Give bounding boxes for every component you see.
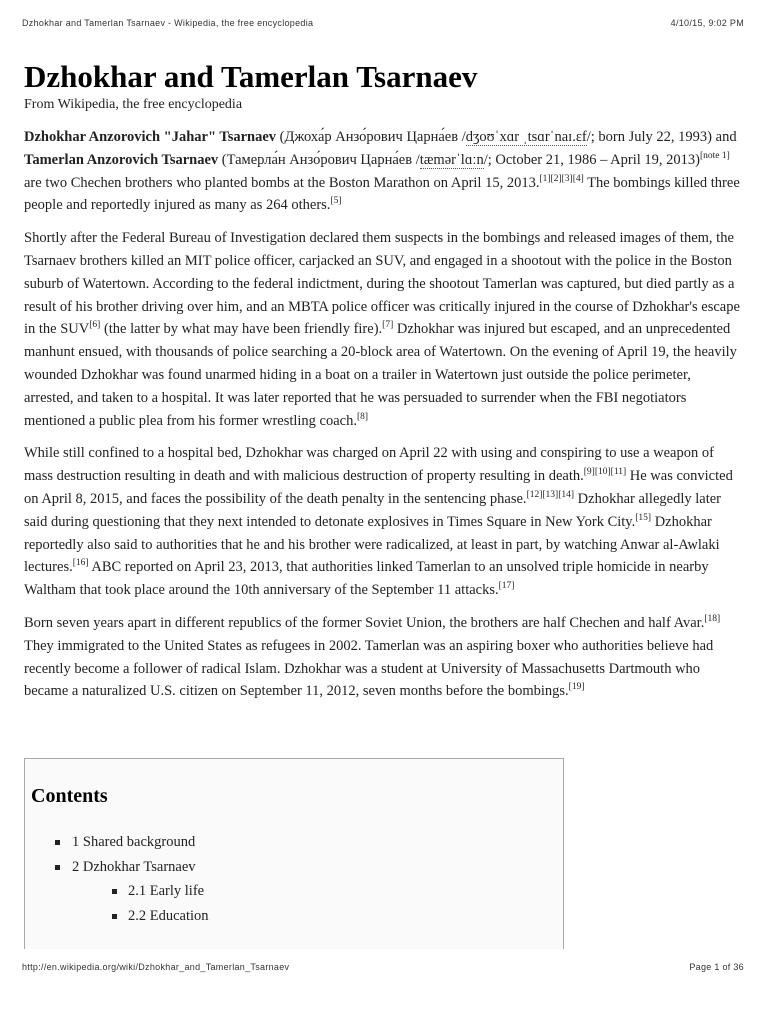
citation-ref[interactable]: [8] bbox=[357, 411, 369, 422]
bullet-icon bbox=[55, 865, 60, 870]
citation-ref[interactable]: [17] bbox=[498, 581, 515, 592]
lead-paragraph-4: Born seven years apart in different republics of the former Soviet Union, the brothers are half Chechen and half Avar.[18] They immigrated to the United States as refugees in 2002. Tamerlan was an aspiring boxer who authorities believe had recently become a follower of radical Islam. Dzhokhar was a student at University of Massachusetts Dartmouth who became a naturalized U.S. citizen on September 11, 2012, seven months before the bombings.[19] bbox=[24, 614, 721, 700]
toc-list bbox=[55, 830, 209, 928]
citation-ref[interactable]: [1][2][3][4] bbox=[539, 173, 584, 184]
ipa-pronunciation-tamerlan[interactable]: tæmərˈlɑːn bbox=[419, 151, 484, 168]
footnote-ref[interactable]: [note 1] bbox=[699, 150, 730, 161]
page-title: Dzhokhar and Tamerlan Tsarnaev bbox=[24, 59, 478, 94]
toc-title: Contents bbox=[31, 785, 108, 807]
bullet-icon bbox=[112, 889, 117, 894]
print-header-title: Dzhokhar and Tamerlan Tsarnaev - Wikipedia, the free encyclopedia bbox=[22, 18, 314, 28]
citation-ref[interactable]: [7] bbox=[382, 320, 394, 331]
toc-item-dzhokhar-tsarnaev[interactable] bbox=[55, 855, 209, 929]
citation-ref[interactable]: [12][13][14] bbox=[526, 490, 575, 501]
page-number: Page 1 of 36 bbox=[689, 962, 744, 972]
citation-ref[interactable]: [9][10][11] bbox=[583, 467, 627, 478]
toc-item-label[interactable]: 2.1 Early life bbox=[128, 883, 205, 899]
toc-item-label[interactable]: 1 Shared background bbox=[72, 834, 196, 850]
table-of-contents bbox=[24, 758, 564, 949]
bullet-icon bbox=[55, 840, 60, 845]
lead-paragraph-3: While still confined to a hospital bed, Dzhokhar was charged on April 22 with using and conspiring to use a weapon of mass destruction resulting in death and with malicious destruction of property resulting in death.[9][10][11] He was convicted on April 8, 2015, and faces the possibility of the death penalty in the sentencing phase.[12][13][14] Dzhokhar allegedly later said during questioning that they next intended to detonate explosives in Times Square in New York City.[15] Dzhokhar reportedly also said to authorities that he and his brother were radicalized, at least in part, by watching Anwar al-Awlaki lectures.[16] ABC reported on April 23, 2013, that authorities linked Tamerlan to an unsolved triple homicide in nearby Waltham that took place around the 10th anniversary of the September 11 attacks.[17] bbox=[24, 445, 733, 599]
citation-ref[interactable]: [6] bbox=[89, 320, 101, 331]
toc-sublist bbox=[72, 879, 209, 928]
toc-item-label[interactable]: 2.2 Education bbox=[128, 907, 209, 924]
print-footer bbox=[22, 962, 744, 976]
print-header-datetime: 4/10/15, 9:02 PM bbox=[670, 18, 744, 28]
citation-ref[interactable]: [5] bbox=[330, 196, 342, 207]
lead-paragraph-2: Shortly after the Federal Bureau of Investigation declared them suspects in the bombings and released images of them, the Tsarnaev brothers killed an MIT police officer, carjacked an SUV, and engaged in a shootout with the police in the Boston suburb of Watertown. According to the federal indictment, during the shootout Tamerlan was captured, but died partly as a result of his brother driving over him, and an MBTA police officer was critically injured in the course of Dzhokhar's escape in the SUV[6] (the latter by what may have been friendly fire).[7] Dzhokhar was injured but escaped, and an unprecedented manhunt ensued, with thousands of police searching a 20-block area of Watertown. On the evening of April 19, the heavily wounded Dzhokhar was found unarmed hiding in a boat on a trailer in Watertown just outside the police perimeter, arrested, and taken to a hospital. It was later reported that he was persuaded to surrender when the FBI negotiators mentioned a public plea from his former wrestling coach.[8] bbox=[24, 230, 740, 429]
site-tagline: From Wikipedia, the free encyclopedia bbox=[24, 97, 243, 112]
lead-paragraph-1: Dzhokhar Anzorovich "Jahar" Tsarnaev (Джоха́р Анзо́рович Царна́ев /dʒoʊˈxɑr ˌtsɑrˈnaɪ.ɛf/; born July 22, 1993) and Tamerlan Anzorovich Tsarnaev (Тамерла́н Анзо́рович Царна́ев /tæmərˈlɑːn/; October 21, 1986 – April 19, 2013)[note 1] are two Chechen brothers who planted bombs at the Boston Marathon on April 15, 2013.[1][2][3][4] The bombings killed three people and reportedly injured as many as 264 others.[5] bbox=[24, 129, 740, 214]
toc-item-label[interactable]: 2 Dzhokhar Tsarnaev bbox=[72, 858, 196, 875]
toc-item-education[interactable] bbox=[112, 904, 209, 929]
ipa-pronunciation-dzhokhar[interactable]: dʒoʊˈxɑr ˌtsɑrˈnaɪ.ɛf bbox=[465, 129, 587, 145]
citation-ref[interactable]: [16] bbox=[72, 558, 89, 569]
subject-name-tamerlan: Tamerlan Anzorovich Tsarnaev bbox=[24, 151, 219, 168]
citation-ref[interactable]: [15] bbox=[635, 512, 652, 523]
toc-item-shared-background[interactable] bbox=[55, 830, 209, 855]
print-header bbox=[22, 18, 744, 32]
article-content bbox=[24, 58, 742, 713]
page-url: http://en.wikipedia.org/wiki/Dzhokhar_and_Tamerlan_Tsarnaev bbox=[22, 962, 290, 972]
subject-name-dzhokhar: Dzhokhar Anzorovich "Jahar" Tsarnaev bbox=[24, 129, 277, 145]
toc-item-early-life[interactable] bbox=[112, 879, 209, 904]
citation-ref[interactable]: [19] bbox=[568, 682, 585, 693]
bullet-icon bbox=[112, 914, 117, 919]
citation-ref[interactable]: [18] bbox=[704, 614, 721, 625]
